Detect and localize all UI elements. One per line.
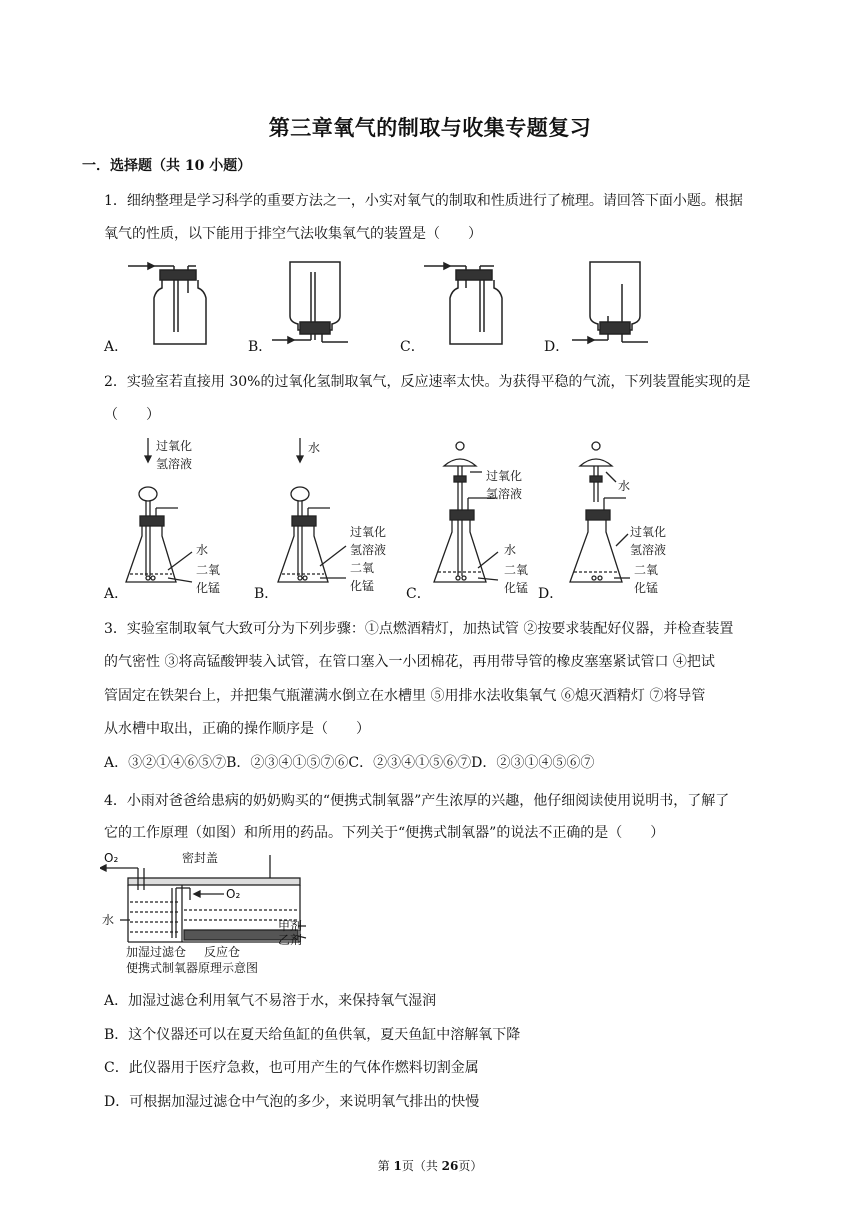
gas-bottle-c-figure — [422, 258, 522, 348]
gas-bottle-a-figure — [126, 258, 226, 348]
label-h2o2-b1: 过氧化 — [350, 525, 387, 539]
label-o2-out: O₂ — [104, 851, 119, 865]
q4-line1: 4．小雨对爸爸给患病的奶奶购买的“便携式制氧器”产生浓厚的兴趣，他仔细阅读使用说明书，了解了 — [104, 793, 730, 809]
label-water-b: 水 — [308, 441, 321, 455]
q4-option-a: A．加湿过滤仓利用氧气不易溶于水，来保持氧气湿润 — [104, 993, 437, 1009]
label-water-c: 水 — [504, 543, 517, 557]
q2-line1: 2．实验室若直接用 30%的过氧化氢制取氧气，反应速率太快。为获得平稳的气流，下列装置能实现的是 — [104, 374, 751, 390]
q1-option-b: B． — [248, 339, 273, 355]
page-footer — [0, 1157, 860, 1174]
q4-option-c: C．此仪器用于医疗急救，也可用产生的气体作燃料切割金属 — [104, 1060, 479, 1076]
q2-option-c: C． — [406, 586, 431, 602]
label-o2-inner: O₂ — [226, 887, 241, 901]
gas-bottle-b-figure — [270, 254, 370, 348]
q3-line1: 3．实验室制取氧气大致可分为下列步骤：①点燃酒精灯，加热试管 ②按要求装配好仪器，并检查装置 — [104, 621, 734, 637]
apparatus-c-figure — [420, 436, 540, 594]
q2-option-a: A． — [104, 586, 129, 602]
label-h2o2-c2: 氢溶液 — [486, 487, 523, 501]
diagram-caption: 便携式制氧器原理示意图 — [126, 961, 259, 975]
label-mno2-b1: 二氧 — [350, 561, 375, 575]
apparatus-b-figure — [270, 436, 400, 594]
label-h2o2-a2: 氢溶液 — [156, 457, 193, 471]
label-mno2-d1: 二氧 — [634, 563, 659, 577]
q4-line2: 它的工作原理（如图）和所用的药品。下列关于“便携式制氧器”的说法不正确的是（ ） — [104, 825, 665, 841]
gas-bottle-d-figure — [570, 254, 670, 348]
footer-total-pages: 26 — [441, 1159, 459, 1173]
label-h2o2-b2: 氢溶液 — [350, 543, 387, 557]
label-mno2-a2: 化锰 — [196, 581, 221, 594]
apparatus-a-figure — [118, 436, 246, 594]
label-agent-a: 甲剂 — [278, 919, 303, 933]
q1-option-d: D． — [544, 339, 570, 355]
q2-option-d: D． — [538, 586, 564, 602]
footer-mid: 页（共 — [401, 1159, 442, 1173]
oxygen-generator-diagram — [100, 850, 320, 978]
label-h2o2-c1: 过氧化 — [486, 469, 523, 483]
q1-line2: 氧气的性质，以下能用于排空气法收集氧气的装置是（ ） — [104, 226, 482, 242]
label-humidifier-chamber: 加湿过滤仓 — [126, 945, 187, 959]
label-reaction-chamber: 反应仓 — [204, 945, 241, 959]
q3-options: A．③②①④⑥⑤⑦B．②③④①⑤⑦⑥C．②③④①⑤⑥⑦D．②③①④⑤⑥⑦ — [104, 755, 595, 771]
footer-post: 页） — [458, 1159, 483, 1173]
q1-option-a: A． — [104, 339, 129, 355]
q2-line2: （ ） — [104, 407, 160, 423]
label-h2o2-a1: 过氧化 — [156, 439, 193, 453]
q4-option-d: D．可根据加湿过滤仓中气泡的多少，来说明氧气排出的快慢 — [104, 1094, 480, 1110]
q3-line4: 从水槽中取出，正确的操作顺序是（ ） — [104, 721, 370, 737]
label-mno2-a1: 二氧 — [196, 563, 221, 577]
label-agent-b: 乙剂 — [278, 933, 303, 947]
q2-option-b: B． — [254, 586, 279, 602]
label-mno2-c2: 化锰 — [504, 581, 529, 594]
label-water: 水 — [102, 913, 115, 927]
label-mno2-c1: 二氧 — [504, 563, 529, 577]
page-title: 第三章氧气的制取与收集专题复习 — [268, 116, 592, 140]
footer-pre: 第 — [377, 1159, 394, 1173]
label-h2o2-d2: 氢溶液 — [630, 543, 667, 557]
label-water-d: 水 — [618, 479, 631, 493]
label-mno2-b2: 化锰 — [350, 579, 375, 593]
label-water-a: 水 — [196, 543, 209, 557]
q4-option-b: B．这个仪器还可以在夏天给鱼缸的鱼供氧，夏天鱼缸中溶解氧下降 — [104, 1027, 521, 1043]
label-mno2-d2: 化锰 — [634, 581, 659, 594]
label-h2o2-d1: 过氧化 — [630, 525, 667, 539]
footer-page-number: 1 — [393, 1159, 402, 1173]
apparatus-d-figure — [556, 436, 682, 594]
q1-line1: 1．细纳整理是学习科学的重要方法之一，小实对氧气的制取和性质进行了梳理。请回答下面小题。根据 — [104, 193, 743, 209]
label-sealed-cover: 密封盖 — [182, 851, 219, 865]
q3-line3: 管固定在铁架台上，并把集气瓶灌满水倒立在水槽里 ⑤用排水法收集氧气 ⑥熄灭酒精灯 ⑦将导管 — [104, 688, 706, 704]
q1-option-c: C． — [400, 339, 425, 355]
q3-line2: 的气密性 ③将高锰酸钾装入试管，在管口塞入一小团棉花，再用带导管的橡皮塞塞紧试管口 ④把试 — [104, 654, 715, 670]
section-heading: 一．选择题（共 10 小题） — [82, 158, 252, 174]
